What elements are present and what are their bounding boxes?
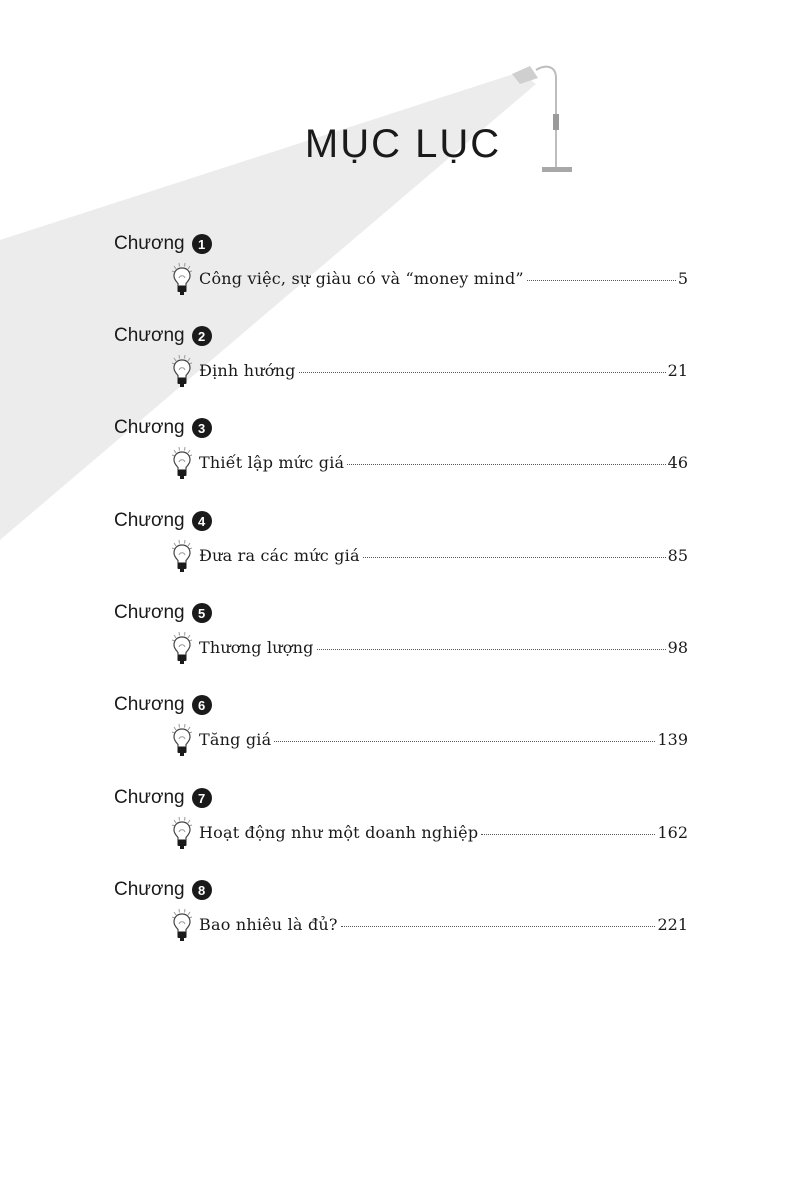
chapter-label: Chương (114, 879, 185, 900)
chapter-3 (114, 416, 694, 472)
toc-entry[interactable] (170, 908, 688, 940)
page-number: 5 (677, 269, 688, 288)
chapter-8 (114, 878, 694, 934)
page-number: 85 (667, 546, 688, 565)
entry-title: Bao nhiêu là đủ? (199, 915, 338, 934)
dot-leader (274, 741, 655, 742)
toc-entry[interactable] (170, 723, 688, 755)
dot-leader (299, 372, 666, 373)
chapter-heading (114, 786, 694, 810)
entry-title: Đưa ra các mức giá (199, 546, 360, 565)
chapter-label: Chương (114, 787, 185, 808)
chapter-label: Chương (114, 694, 185, 715)
page-number: 46 (667, 453, 688, 472)
dot-leader (481, 834, 655, 835)
chapter-4 (114, 509, 694, 565)
chapter-heading (114, 416, 694, 440)
page-number: 98 (667, 638, 688, 657)
lightbulb-icon (170, 446, 194, 480)
entry-title: Công việc, sự giàu có và “money mind” (199, 269, 524, 288)
page-number: 139 (657, 730, 688, 749)
chapter-label: Chương (114, 417, 185, 438)
page-number: 221 (657, 915, 688, 934)
lightbulb-icon (170, 723, 194, 757)
lightbulb-icon (170, 354, 194, 388)
chapter-2 (114, 324, 694, 380)
dot-leader (347, 464, 665, 465)
chapter-number-badge: 7 (192, 788, 212, 808)
chapter-number-badge: 1 (192, 234, 212, 254)
chapter-heading (114, 693, 694, 717)
toc-entry[interactable] (170, 354, 688, 386)
dot-leader (341, 926, 656, 927)
page-number: 162 (657, 823, 688, 842)
page-title: MỤC LỤC (304, 122, 502, 166)
chapter-label: Chương (114, 602, 185, 623)
chapter-5 (114, 601, 694, 657)
dot-leader (363, 557, 666, 558)
chapter-number-badge: 6 (192, 695, 212, 715)
entry-title: Tăng giá (199, 730, 272, 749)
lightbulb-icon (170, 631, 194, 665)
chapter-label: Chương (114, 233, 185, 254)
entry-title: Thiết lập mức giá (199, 453, 345, 472)
lightbulb-icon (170, 816, 194, 850)
lightbulb-icon (170, 908, 194, 942)
entry-title: Định hướng (199, 361, 296, 380)
entry-title: Hoạt động như một doanh nghiệp (199, 823, 479, 842)
lightbulb-icon (170, 539, 194, 573)
chapter-1 (114, 232, 694, 288)
chapter-6 (114, 693, 694, 749)
toc-entry[interactable] (170, 446, 688, 478)
chapter-heading (114, 878, 694, 902)
toc-entry[interactable] (170, 816, 688, 848)
toc-entry[interactable] (170, 262, 688, 294)
dot-leader (317, 649, 666, 650)
toc-entry[interactable] (170, 631, 688, 663)
chapter-number-badge: 4 (192, 511, 212, 531)
chapter-label: Chương (114, 325, 185, 346)
chapter-number-badge: 8 (192, 880, 212, 900)
chapter-number-badge: 5 (192, 603, 212, 623)
page-number: 21 (667, 361, 688, 380)
chapter-heading (114, 324, 694, 348)
chapter-number-badge: 3 (192, 418, 212, 438)
chapter-7 (114, 786, 694, 842)
chapter-heading (114, 601, 694, 625)
toc-entry[interactable] (170, 539, 688, 571)
chapter-heading (114, 509, 694, 533)
chapter-number-badge: 2 (192, 326, 212, 346)
chapter-label: Chương (114, 510, 185, 531)
entry-title: Thương lượng (199, 638, 314, 657)
chapter-heading (114, 232, 694, 256)
dot-leader (527, 280, 676, 281)
lightbulb-icon (170, 262, 194, 296)
